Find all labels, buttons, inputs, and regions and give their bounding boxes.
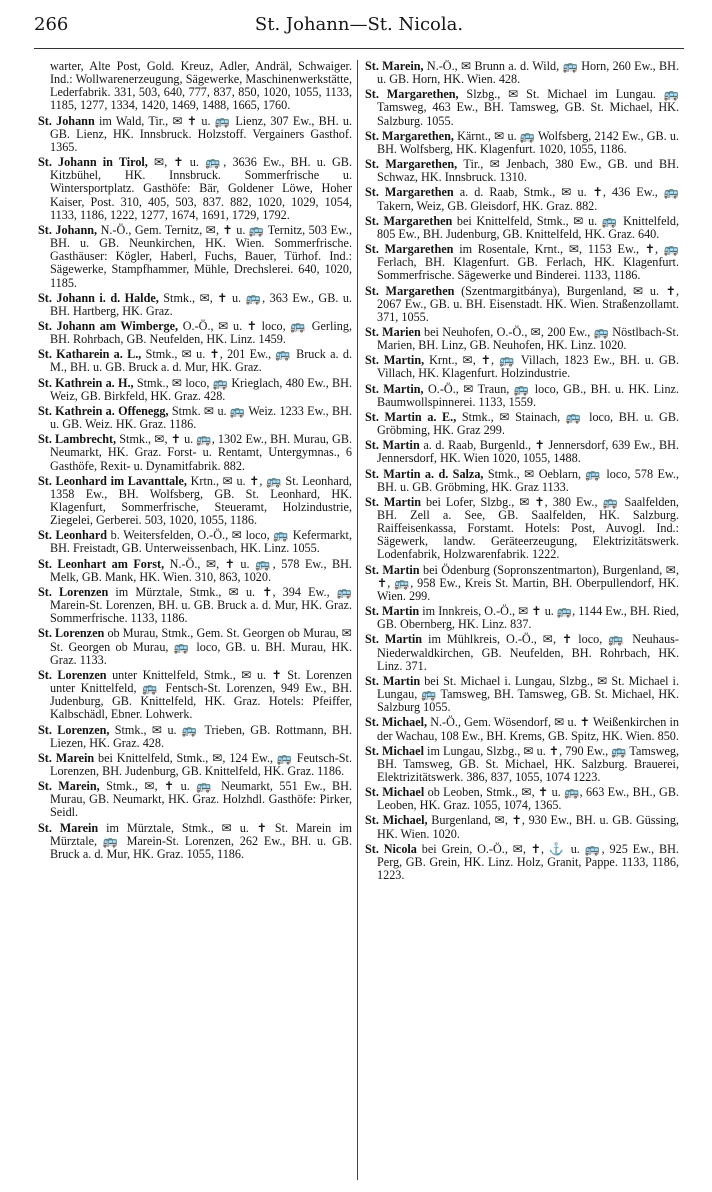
entry-text: Krtn., ✉ u. ✝, 🚌 St. Leonhard, 1358 Ew., BH. Wolfsberg, GB. St. Leonhard, HK. Klagenfurt, Sommerfrische, Steueramt, Holzindustrie, Ziegelei, Gerberei. 503, 1020, 1055, 1186. <box>50 473 352 528</box>
place-name: St. Martin <box>365 673 421 688</box>
place-name: St. Margarethen, <box>365 157 458 172</box>
entry-text: bei St. Michael i. Lungau, Slzbg., ✉ St. Michael i. Lungau, 🚌 Tamsweg, BH. Tamsweg, GB. St. Michael, HK. Salzburg 1055. <box>377 673 679 715</box>
entry-text: O.-Ö., ✉ Traun, 🚌 loco, GB., BH. u. HK. Linz. Baumwollspinnerei. 1133, 1559. <box>377 381 679 409</box>
gazetteer-entry <box>38 405 352 431</box>
entry-text: Stmk., ✉ u. 🚌 Trieben, GB. Rottmann, BH. Liezen, HK. Graz. 428. <box>50 722 352 750</box>
place-name: St. Marein, <box>365 60 424 73</box>
entry-text: bei Neuhofen, O.-Ö., ✉, 200 Ew., 🚌 Nöstlbach-St. Marien, BH. Linz, GB. Neuhofen, HK. Linz. 1020. <box>377 324 679 353</box>
gazetteer-entry <box>365 60 679 86</box>
gazetteer-entry <box>38 115 352 154</box>
gazetteer-entry <box>38 292 352 318</box>
gazetteer-entry <box>38 156 352 222</box>
place-name: St. Marein <box>38 820 99 835</box>
entry-text: im Rosentale, Krnt., ✉, 1153 Ew., ✝, 🚌 Ferlach, BH. Klagenfurt. GB. Ferlach, HK. Klagenfurt. Sommerfrische. Sägewerke und Binderei. 1133, 1186. <box>377 242 679 283</box>
entry-text: a. d. Raab, Burgenld., ✝ Jennersdorf, 639 Ew., BH. Jennersdorf, HK. Wien 1020, 1055, 1488. <box>377 438 679 466</box>
gazetteer-entry <box>365 675 679 714</box>
gazetteer-entry <box>38 822 352 861</box>
entry-text: Slzbg., ✉ St. Michael im Lungau. 🚌 Tamsweg, 463 Ew., BH. Tamsweg, GB. St. Michael, HK. Salzburg. 1055. <box>377 87 679 128</box>
gazetteer-entry <box>365 605 679 631</box>
place-name: St. Johann i. d. Halde, <box>38 290 159 305</box>
place-name: St. Leonhart am Forst, <box>38 556 165 571</box>
entry-text: unter Knittelfeld, Stmk., ✉ u. ✝ St. Lorenzen unter Knittelfeld, 🚌 Fentsch-St. Lorenzen, 949 Ew., BH. Judenburg, GB. Knittelfeld, HK. Graz. Hotels: Pfeiffer, Kalbschädl, Ebner. Lohwerk. <box>50 667 352 722</box>
place-name: St. Martin <box>365 562 420 577</box>
place-name: St. Michael <box>365 743 424 758</box>
entry-text: Tir., ✉ Jenbach, 380 Ew., GB. und BH. Schwaz, HK. Innsbruck. 1310. <box>377 157 679 185</box>
entry-text: N.-Ö., Gem. Wösendorf, ✉ u. ✝ Weißenkirchen in der Wachau, 108 Ew., BH. Krems, GB. Spitz, HK. Wien. 850. <box>377 715 679 743</box>
gazetteer-entry <box>38 433 352 472</box>
entry-text: ✉, ✝ u. 🚌, 3636 Ew., BH. u. GB. Kitzbühel, HK. Innsbruck. Sommerfrische u. Wintersportplatz. Gasthöfe: Bär, Goldener Löwe, Hoher Kaiser, Post. 310, 405, 503, 837. 882, 1020, 1029, 1054, 1133, 1186, 1222, 1277, 1674, 1691, 1729, 1792. <box>50 155 352 222</box>
gazetteer-entry <box>365 130 679 156</box>
gazetteer-entry <box>38 752 352 778</box>
gazetteer-entry <box>38 529 352 555</box>
place-name: St. Marien <box>365 324 421 339</box>
entry-text: Krnt., ✉, ✝, 🚌 Villach, 1823 Ew., BH. u. GB. Villach, HK. Klagenfurt. Holzindustrie. <box>377 353 679 381</box>
gazetteer-entry <box>365 814 679 840</box>
entry-text: O.-Ö., ✉ u. ✝ loco, 🚌 Gerling, BH. Rohrbach, GB. Neufelden, HK. Linz. 1459. <box>50 318 352 347</box>
entry-text: N.-Ö., ✉ Brunn a. d. Wild, 🚌 Horn, 260 Ew., BH. u. GB. Horn, HK. Wien. 428. <box>377 60 679 87</box>
entry-text: N.-Ö., Gem. Ternitz, ✉, ✝ u. 🚌 Ternitz, 503 Ew., BH. u. GB. Neunkirchen, HK. Wien. Sommerfrische. Gasthäuser: Kögler, Haberl, Fuchs, Bauer, Türhof. Ind.: Sägewerke, Stampfhammer, Mühle, Drechslerei. 640, 1020, 1185. <box>50 222 352 290</box>
gazetteer-entry <box>365 843 679 882</box>
entry-text: im Mürztale, Stmk., ✉ u. ✝ St. Marein im Mürztale, 🚌 Marein-St. Lorenzen, 262 Ew., BH. u. GB. Bruck a. d. Mur, HK. Graz. 1055, 1186. <box>50 820 352 861</box>
gazetteer-entry <box>38 224 352 290</box>
gazetteer-entry <box>38 669 352 722</box>
place-name: St. Martin, <box>365 381 424 396</box>
place-name: St. Martin a. d. Salza, <box>365 466 484 481</box>
place-name: St. Michael <box>365 785 425 800</box>
gazetteer-entry <box>38 558 352 584</box>
entry-text: im Lungau, Slzbg., ✉ u. ✝, 790 Ew., 🚌 Tamsweg, BH. Tamsweg, GB. St. Michael, HK. Salzburg. Brauerei, Elektrizitätswerk. 386, 837, 1055, 1074 1223. <box>377 743 679 784</box>
gazetteer-entry <box>38 475 352 528</box>
gazetteer-entry <box>38 586 352 625</box>
entry-text: bei Ödenburg (Sopronszentmarton), Burgenland, ✉, ✝, 🚌, 958 Ew., Kreis St. Martin, BH. Oberpullendorf, HK. Wien. 299. <box>377 562 679 603</box>
place-name: St. Lambrecht, <box>38 432 117 447</box>
page-number: 266 <box>34 14 69 35</box>
entry-text: bei Lofer, Slzbg., ✉ ✝, 380 Ew., 🚌 Saalfelden, BH. Zell a. See, GB. Saalfelden, HK. Salzburg. Raiffeisenkassa, Forstamt. Hotels: Post, Auvogl. Ind.: Sägewerk, landw. Geräteerzeugung, Elektrizitätswerk. Lodenfabrik, Holzwarenfabrik. 1222. <box>377 494 679 562</box>
entry-text: Stmk., ✉, ✝ u. 🚌, 363 Ew., GB. u. BH. Hartberg, HK. Graz. <box>50 290 352 318</box>
place-name: St. Marein <box>38 750 95 765</box>
place-name: St. Kathrein a. Offenegg, <box>38 403 169 418</box>
entry-text: Burgenland, ✉, ✝, 930 Ew., BH. u. GB. Güssing, HK. Wien. 1020. <box>377 813 679 841</box>
place-name: St. Martin <box>365 494 422 509</box>
place-name: St. Margarethen, <box>365 87 459 102</box>
gazetteer-entry <box>365 88 679 127</box>
gazetteer-entry <box>38 320 352 346</box>
entry-text: ob Leoben, Stmk., ✉, ✝ u. 🚌, 663 Ew., BH., GB. Leoben, HK. Graz. 1055, 1074, 1365. <box>377 785 679 813</box>
gazetteer-entry <box>38 60 352 113</box>
place-name: St. Margarethen <box>365 185 454 200</box>
page-header <box>34 14 684 40</box>
entry-text: warter, Alte Post, Gold. Kreuz, Adler, Andräl, Schwaiger. Ind.: Wollwarenerzeugung, Sägewerke, Maschinenwerkstätte, Lederfabrik. 331, 503, 640, 777, 837, 850, 1020, 1055, 1133, 1185, 1277, 1334, 1420, 1469, 1488, 1665, 1760. <box>50 60 352 113</box>
gazetteer-entry <box>365 745 679 784</box>
entry-text: a. d. Raab, Stmk., ✉ u. ✝, 436 Ew., 🚌 Takern, Weiz, GB. Gleisdorf, HK. Graz. 882. <box>377 185 679 213</box>
entry-text: bei Grein, O.-Ö., ✉, ✝, ⚓ u. 🚌, 925 Ew., BH. Perg, GB. Grein, HK. Linz. Holz, Granit, Pappe. 1133, 1186, 1223. <box>377 841 679 883</box>
place-name: St. Lorenzen <box>38 626 105 641</box>
place-name: St. Margarethen <box>365 213 453 228</box>
entry-text: (Szentmargitbánya), Burgenland, ✉ u. ✝, 2067 Ew., GB. u. BH. Eisenstadt. HK. Wien. Straßenzollamt. 371, 1055. <box>377 283 679 324</box>
gazetteer-entry <box>38 627 352 666</box>
place-name: St. Leonhard im Lavanttale, <box>38 473 187 488</box>
gazetteer-entry <box>365 716 679 742</box>
gazetteer-entry <box>365 564 679 603</box>
place-name: St. Johann am Wimberge, <box>38 318 179 333</box>
place-name: St. Martin <box>365 632 423 647</box>
place-name: St. Johann, <box>38 222 98 237</box>
entry-text: im Wald, Tir., ✉ ✝ u. 🚌 Lienz, 307 Ew., BH. u. GB. Lienz, HK. Innsbruck. Holzstoff. Vergainers Gasthof. 1365. <box>50 113 352 154</box>
gazetteer-entry <box>365 285 679 324</box>
entry-text: Kärnt., ✉ u. 🚌 Wolfsberg, 2142 Ew., GB. u. BH. Wolfsberg, HK. Klagenfurt. 1020, 1055, 1186. <box>377 128 679 156</box>
entry-text: Stmk., ✉, ✝ u. 🚌, 1302 Ew., BH. Murau, GB. Neumarkt, HK. Graz. Forst- u. Rentamt, Untergymnas., 6 Gasthöfe, Rexit- u. Dynamitfabrik. 882. <box>50 432 352 473</box>
place-name: St. Martin a. E., <box>365 409 457 424</box>
gazetteer-entry <box>38 780 352 819</box>
entry-text: Stmk., ✉ Stainach, 🚌 loco, BH. u. GB. Gröbming, HK. Graz 299. <box>377 409 679 438</box>
entry-text: Stmk. ✉ u. 🚌 Weiz. 1233 Ew., BH. u. GB. Weiz. HK. Graz. 1186. <box>50 403 352 432</box>
entry-text: Stmk., ✉ u. ✝, 201 Ew., 🚌 Bruck a. d. M., BH. u. GB. Bruck a. d. Mur, HK. Graz. <box>50 347 352 375</box>
entry-text: Stmk., ✉ loco, 🚌 Krieglach, 480 Ew., BH. Weiz, GB. Birkfeld, HK. Graz. 428. <box>50 375 352 403</box>
place-name: St. Lorenzen <box>38 667 107 682</box>
right-column <box>365 60 679 1180</box>
entry-text: b. Weitersfelden, O.-Ö., ✉ loco, 🚌 Kefermarkt, BH. Freistadt, GB. Unterweissenbach, HK. Linz. 1055. <box>50 528 352 556</box>
entry-text: bei Knittelfeld, Stmk., ✉ u. 🚌 Knittelfeld, 805 Ew., BH. Judenburg, GB. Knittelfeld, HK. Graz. 640. <box>377 213 679 241</box>
column-divider <box>357 60 358 1180</box>
entry-text: N.-Ö., ✉, ✝ u. 🚌, 578 Ew., BH. Melk, GB. Mank, HK. Wien. 310, 863, 1020. <box>50 556 352 584</box>
gazetteer-entry <box>365 215 679 241</box>
gazetteer-entry <box>38 348 352 374</box>
gazetteer-entry <box>365 411 679 437</box>
gazetteer-entry <box>365 786 679 812</box>
place-name: St. Margarethen <box>365 283 455 298</box>
running-title: St. Johann—St. Nicola. <box>254 14 464 35</box>
left-column <box>38 60 352 1180</box>
gazetteer-entry <box>365 243 679 282</box>
gazetteer-entry <box>38 377 352 403</box>
gazetteer-entry <box>365 186 679 212</box>
entry-text: bei Knittelfeld, Stmk., ✉, 124 Ew., 🚌 Feutsch-St. Lorenzen, BH. Judenburg, GB. Knittelfeld, HK. Graz. 1186. <box>50 750 352 778</box>
place-name: St. Lorenzen, <box>38 722 110 737</box>
entry-text: Stmk., ✉, ✝ u. 🚌 Neumarkt, 551 Ew., BH. Murau, GB. Neumarkt, HK. Graz. Holzhdl. Gasthöfe: Pirker, Seidl. <box>50 779 352 820</box>
place-name: St. Marein, <box>38 779 100 794</box>
place-name: St. Johann <box>38 113 95 128</box>
gazetteer-entry <box>365 326 679 352</box>
place-name: St. Michael, <box>365 715 428 730</box>
place-name: St. Lorenzen <box>38 584 109 599</box>
place-name: St. Nicola <box>365 841 417 856</box>
entry-text: im Mühlkreis, O.-Ö., ✉, ✝ loco, 🚌 Neuhaus-Niederwaldkirchen, GB. Neufelden, BH. Rohrbach, HK. Linz. 371. <box>377 632 679 673</box>
place-name: St. Margarethen, <box>365 128 454 143</box>
place-name: St. Martin <box>365 438 420 453</box>
gazetteer-entry <box>365 496 679 562</box>
entry-text: Stmk., ✉ Oeblarn, 🚌 loco, 578 Ew., BH. u. GB. Gröbming, HK. Graz 1133. <box>377 466 679 494</box>
place-name: St. Michael, <box>365 813 428 828</box>
gazetteer-entry <box>365 633 679 672</box>
entry-text: im Innkreis, O.-Ö., ✉ ✝ u. 🚌, 1144 Ew., BH. Ried, GB. Obernberg, HK. Linz. 837. <box>377 604 679 632</box>
place-name: St. Leonhard <box>38 528 108 543</box>
place-name: St. Martin, <box>365 353 425 368</box>
place-name: St. Kathrein a. H., <box>38 375 134 390</box>
gazetteer-entry <box>365 439 679 465</box>
place-name: St. Katharein a. L., <box>38 347 142 362</box>
entry-text: ob Murau, Stmk., Gem. St. Georgen ob Murau, ✉ St. Georgen ob Murau, 🚌 loco, GB. u. BH. Murau, HK. Graz. 1133. <box>50 626 352 667</box>
gazetteer-entry <box>365 468 679 494</box>
gazetteer-entry <box>38 724 352 750</box>
place-name: St. Johann in Tirol, <box>38 155 148 170</box>
gazetteer-entry <box>365 158 679 184</box>
place-name: St. Margarethen <box>365 242 454 257</box>
gazetteer-entry <box>365 383 679 409</box>
place-name: St. Martin <box>365 604 420 619</box>
entry-text: im Mürztale, Stmk., ✉ u. ✝, 394 Ew., 🚌 Marein-St. Lorenzen, BH. u. GB. Bruck a. d. Mur, HK. Graz. Sommerfrische. 1133, 1186. <box>50 584 352 626</box>
gazetteer-entry <box>365 354 679 380</box>
header-rule <box>34 48 684 49</box>
